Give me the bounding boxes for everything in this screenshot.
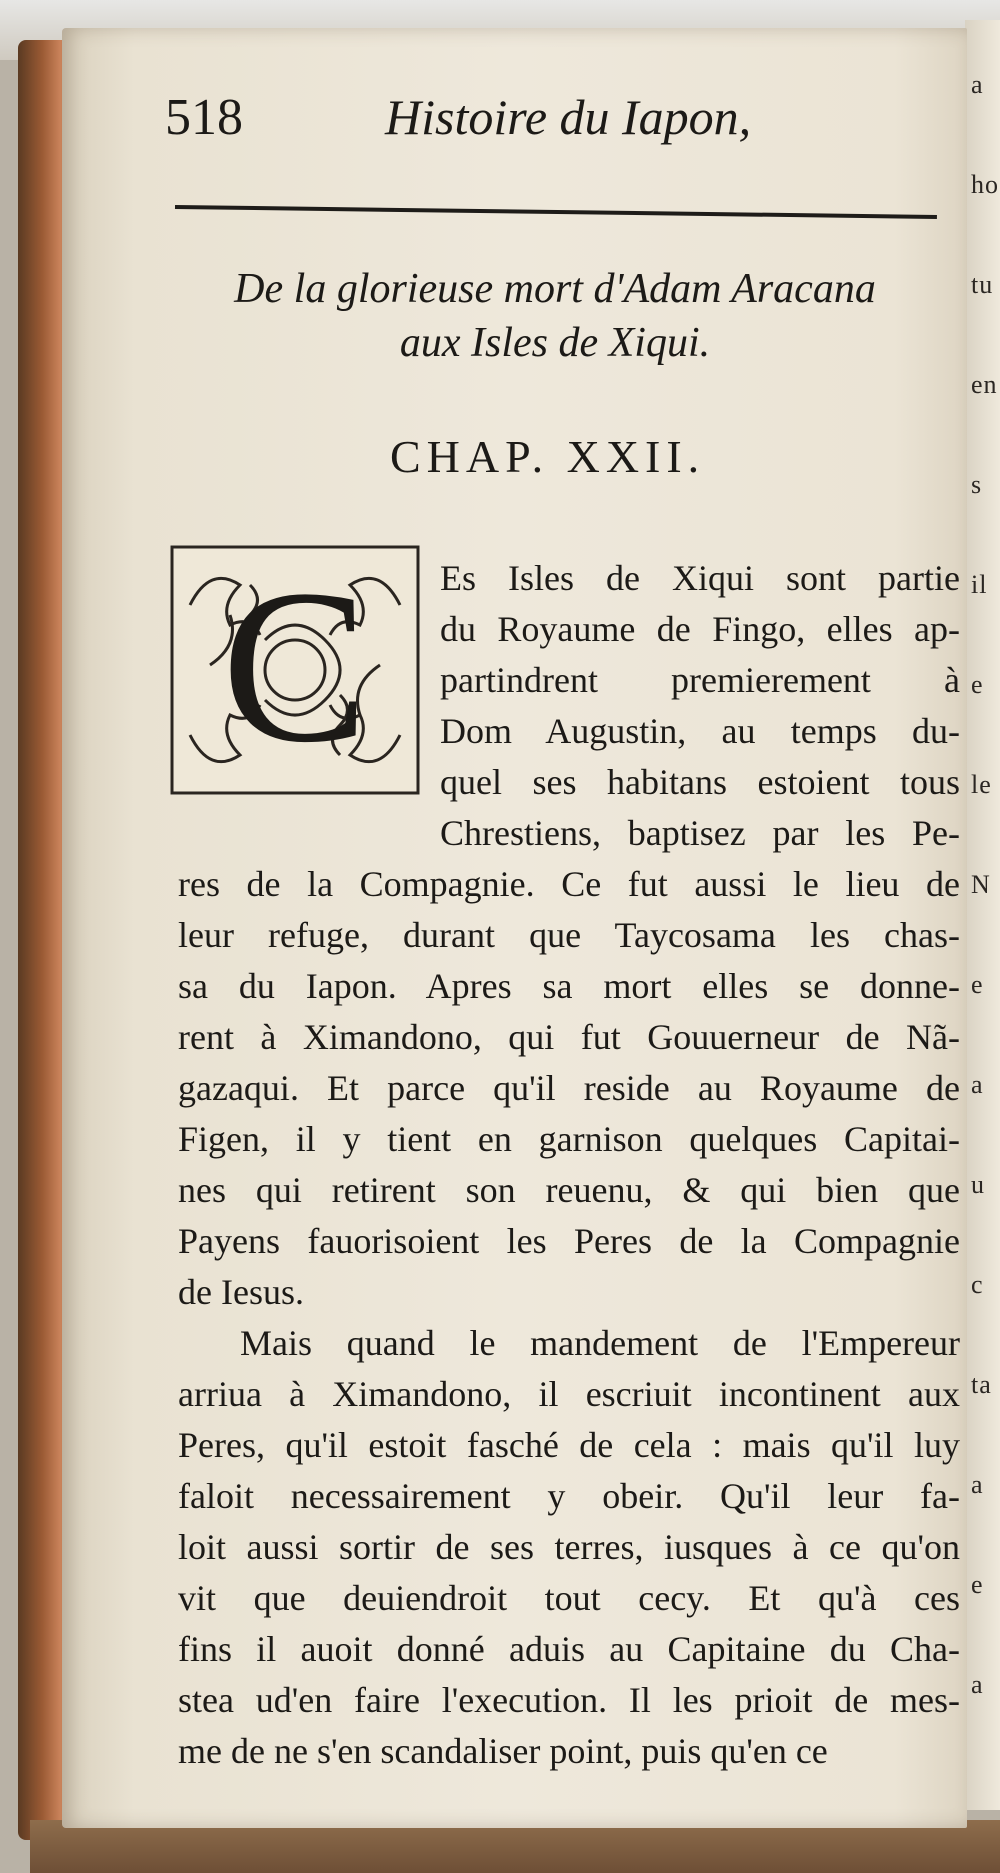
facing-page-fragment: e [971,670,984,699]
facing-page-fragment: en [971,370,998,399]
text-line: loit aussi sortir de ses terres, iusques à ce qu'on [178,1527,960,1567]
chapter-heading [185,262,925,370]
text-line: arriua à Ximandono, il escriuit incontinent aux [178,1374,960,1414]
text-line: Dom Augustin, au temps du- [440,711,960,751]
text-line: partindrent premierement à [440,660,960,700]
text-line: nes qui retirent son reuenu, & qui bien que [178,1170,960,1210]
text-line: Figen, il y tient en garnison quelques Capitai- [178,1119,960,1159]
drop-cap-ornament-icon [170,545,420,795]
facing-page-fragment: N [971,870,991,899]
text-line: rent à Ximandono, qui fut Gouuerneur de Nã- [178,1017,960,1057]
text-line: Mais quand le mandement de l'Empereur [240,1323,960,1363]
text-line: Chrestiens, baptisez par les Pe- [440,813,960,853]
facing-page-fragment: il [971,570,988,599]
facing-page-fragment: a [971,1670,984,1699]
text-line: gazaqui. Et parce qu'il reside au Royaume de [178,1068,960,1108]
facing-page-fragment: a [971,70,984,99]
facing-page-fragment: c [971,1270,984,1299]
text-line: du Royaume de Fingo, elles ap- [440,609,960,649]
facing-page-fragment: e [971,970,984,999]
facing-page-fragment: tu [971,270,994,299]
text-line: leur refuge, durant que Taycosama les chas- [178,915,960,955]
facing-page-edge [965,20,1000,1810]
running-title: Histoire du Iapon, [385,89,752,145]
facing-page-fragment: le [971,770,992,799]
text-line: quel ses habitans estoient tous [440,762,960,802]
page-number: 518 [165,89,243,146]
facing-page-fragment: u [971,1170,985,1199]
facing-page-fragment: a [971,1470,984,1499]
text-line: de Iesus. [178,1272,304,1312]
text-line: Peres, qu'il estoit fasché de cela : mais qu'il luy [178,1425,960,1465]
chapter-heading-line-1: De la glorieuse mort d'Adam Aracana [234,266,876,312]
ornamental-drop-cap [170,545,420,795]
text-line: stea ud'en faire l'execution. Il les prioit de mes- [178,1680,960,1720]
chapter-heading-line-2: aux Isles de Xiqui. [399,320,711,366]
text-line: me de ne s'en scandaliser point, puis qu'en ce [178,1731,828,1771]
drop-cap-letter: C [221,545,369,788]
text-line: vit que deuiendroit tout cecy. Et qu'à ces [178,1578,960,1618]
facing-page-fragment: s [971,470,983,499]
facing-page-fragment: ho [971,170,999,199]
text-line: fins il auoit donné aduis au Capitaine du Cha- [178,1629,960,1669]
text-line: faloit necessairement y obeir. Qu'il leur fa- [178,1476,960,1516]
text-line: sa du Iapon. Apres sa mort elles se donne- [178,966,960,1006]
text-line: Es Isles de Xiqui sont partie [440,558,960,598]
text-line: res de la Compagnie. Ce fut aussi le lieu de [178,864,960,904]
facing-page-fragment: e [971,1570,984,1599]
facing-page-fragment: a [971,1070,984,1099]
text-line: Payens fauorisoient les Peres de la Compagnie [178,1221,960,1261]
facing-page-fragment: ta [971,1370,992,1399]
chapter-number: CHAP. XXII. [390,431,706,482]
running-head [165,80,945,150]
